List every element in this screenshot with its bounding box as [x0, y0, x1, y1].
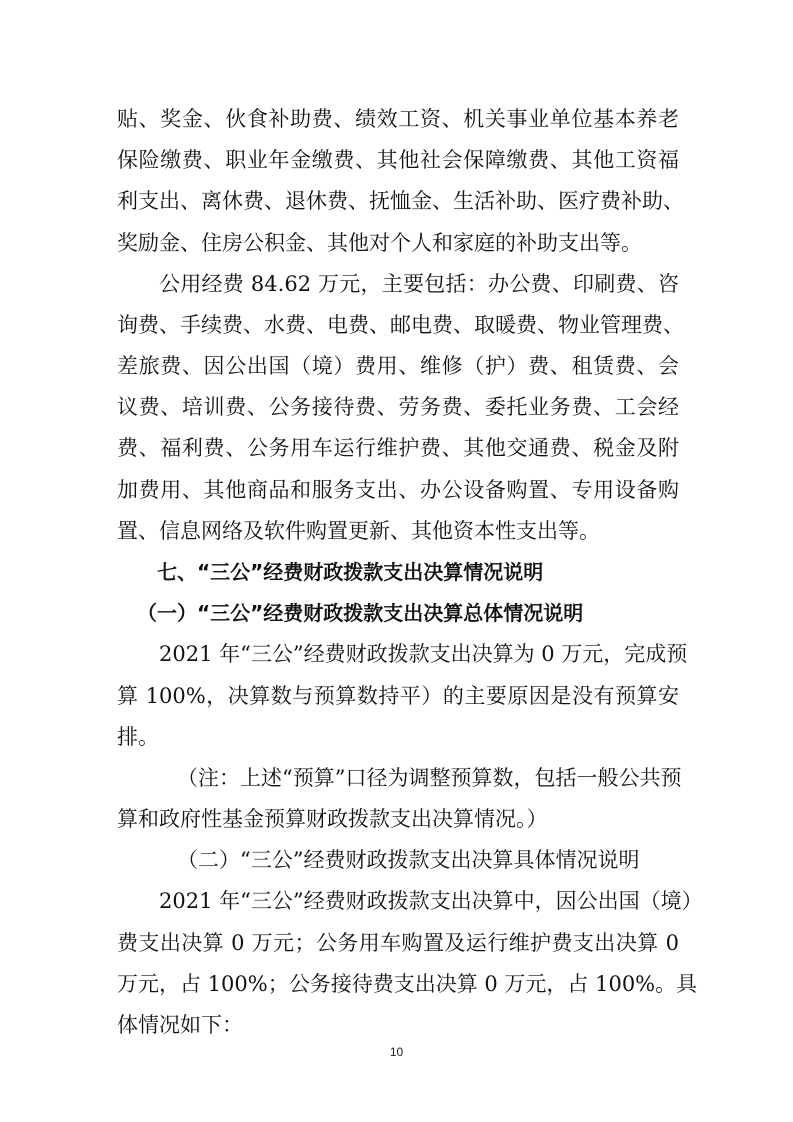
paragraph-line: 利支出、离休费、退休费、抚恤金、生活补助、医疗费补助、	[117, 189, 684, 213]
paragraph-line: 议费、培训费、公务接待费、劳务费、委托业务费、工会经	[117, 395, 679, 419]
paragraph-line: 差旅费、因公出国（境）费用、维修（护）费、租赁费、会	[117, 354, 679, 378]
paragraph-line: 加费用、其他商品和服务支出、办公设备购置、专用设备购	[117, 478, 679, 502]
subsection-heading: （二）“三公”经费财政拨款支出决算具体情况说明	[177, 848, 640, 872]
paragraph-line: 公用经费 84.62 万元，主要包括：办公费、印刷费、咨	[159, 272, 679, 296]
page-number: 10	[389, 1045, 404, 1059]
paragraph-line: 2021 年“三公”经费财政拨款支出决算中，因公出国（境）	[159, 889, 703, 913]
subsection-heading: （一）“三公”经费财政拨款支出决算总体情况说明	[137, 601, 584, 625]
paragraph-line: 奖励金、住房公积金、其他对个人和家庭的补助支出等。	[117, 231, 642, 255]
paragraph-line: 费、福利费、公务用车运行维护费、其他交通费、税金及附	[117, 436, 679, 460]
paragraph-line: 贴、奖金、伙食补助费、绩效工资、机关事业单位基本养老	[117, 107, 679, 131]
paragraph-line: 费支出决算 0 万元；公务用车购置及运行维护费支出决算 0	[117, 931, 679, 955]
paragraph-line: 万元，占 100%；公务接待费支出决算 0 万元，占 100%。具	[117, 972, 698, 996]
paragraph-line: 体情况如下：	[117, 1013, 243, 1037]
paragraph-line: 2021 年“三公”经费财政拨款支出决算为 0 万元，完成预	[159, 642, 688, 666]
paragraph-line: 置、信息网络及软件购置更新、其他资本性支出等。	[117, 519, 600, 543]
paragraph-line: 排。	[117, 725, 159, 749]
note-line: 算和政府性基金预算财政拨款支出决算情况。）	[117, 807, 548, 831]
section-heading: 七、“三公”经费财政拨款支出决算情况说明	[157, 560, 544, 584]
paragraph-line: 询费、手续费、水费、电费、邮电费、取暖费、物业管理费、	[117, 313, 684, 337]
paragraph-line: 算 100%，决算数与预算数持平）的主要原因是没有预算安	[117, 684, 679, 708]
paragraph-line: 保险缴费、职业年金缴费、其他社会保障缴费、其他工资福	[117, 148, 679, 172]
note-line: （注：上述“预算”口径为调整预算数，包括一般公共预	[177, 766, 682, 790]
